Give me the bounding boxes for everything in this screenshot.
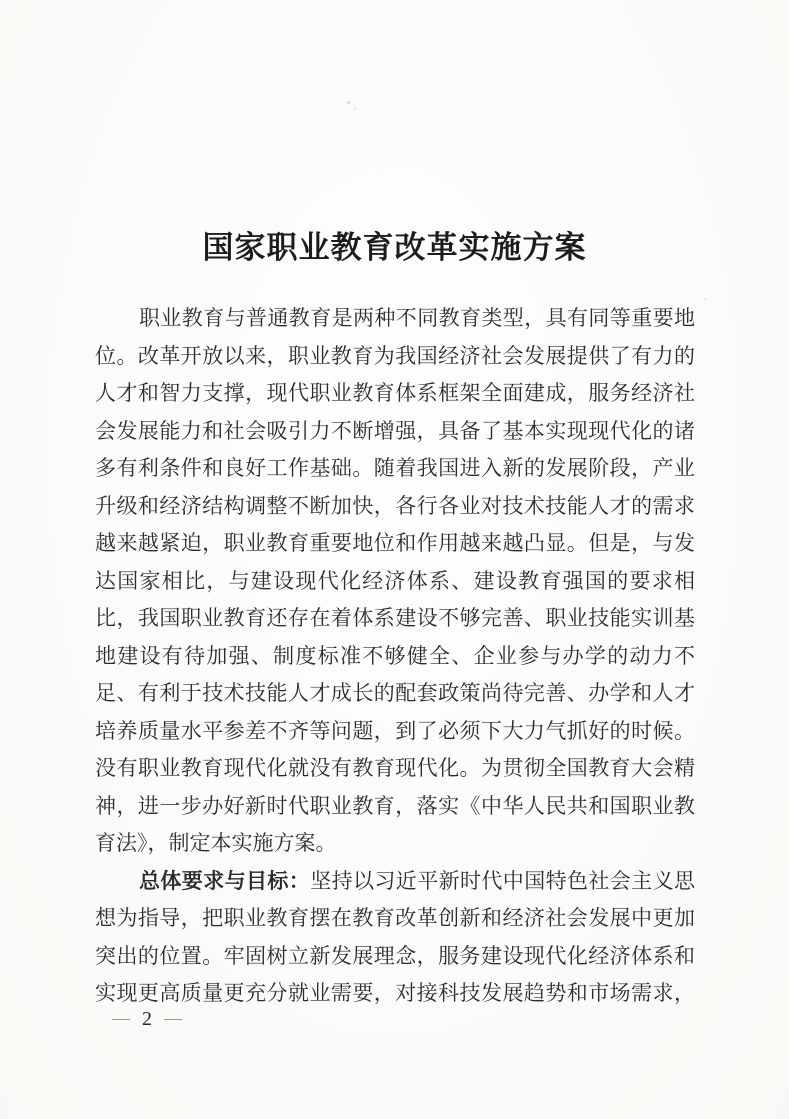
body-line: 越来越紧迫，职业教育重要地位和作用越来越凸显。但是，与发: [95, 531, 695, 555]
body-line: 突出的位置。牢固树立新发展理念，服务建设现代化经济体系和: [95, 943, 695, 968]
page-number: 2: [142, 1008, 152, 1030]
paragraph2-first-line-rest: 坚持以习近平新时代中国特色社会主义思: [310, 868, 696, 893]
body-line: 升级和经济结构调整不断加快，各行各业对技术技能人才的需求: [95, 493, 695, 518]
scan-noise-speck: [354, 108, 356, 110]
body-line: 会发展能力和社会吸引力不断增强，具备了基本实现现代化的诸: [95, 418, 695, 443]
scan-noise-speck: [347, 101, 350, 104]
body-line: 比，我国职业教育还存在着体系建设不够完善、职业技能实训基: [95, 606, 695, 630]
body-line: 培养质量水平参差不齐等问题，到了必须下大力气抓好的时候。: [95, 718, 695, 743]
footer-right-dash: —: [164, 1008, 182, 1028]
body-line: 没有职业教育现代化就没有教育现代化。为贯彻全国教育大会精: [95, 756, 695, 780]
body-line: 神，进一步办好新时代职业教育，落实《中华人民共和国职业教: [95, 793, 695, 818]
paragraph2-bold-lead: 总体要求与目标：: [139, 868, 311, 893]
body-line: 人才和智力支撑，现代职业教育体系框架全面建成，服务经济社: [95, 381, 695, 405]
scan-noise-speck: [704, 298, 706, 300]
body-line: 位。改革开放以来，职业教育为我国经济社会发展提供了有力的: [95, 343, 695, 368]
page-number-footer: [112, 1004, 182, 1034]
document-body: [95, 300, 695, 1013]
body-line: 地建设有待加强、制度标准不够健全、企业参与办学的动力不: [95, 643, 695, 668]
body-line: 足、有利于技术技能人才成长的配套政策尚待完善、办学和人才: [95, 681, 695, 705]
document-title: 国家职业教育改革实施方案: [202, 230, 587, 265]
body-line: 达国家相比，与建设现代化经济体系、建设教育强国的要求相: [95, 568, 695, 593]
body-line: 实现更高质量更充分就业需要，对接科技发展趋势和市场需求，: [95, 981, 695, 1005]
body-line: 职业教育与普通教育是两种不同教育类型，具有同等重要地: [139, 306, 695, 330]
footer-left-dash: —: [112, 1008, 130, 1028]
body-line: 多有利条件和良好工作基础。随着我国进入新的发展阶段，产业: [95, 456, 695, 480]
body-line: 想为指导，把职业教育摆在教育改革创新和经济社会发展中更加: [95, 906, 695, 930]
body-line-paragraph2-first: [95, 863, 695, 901]
body-line: 育法》，制定本实施方案。: [95, 831, 337, 855]
